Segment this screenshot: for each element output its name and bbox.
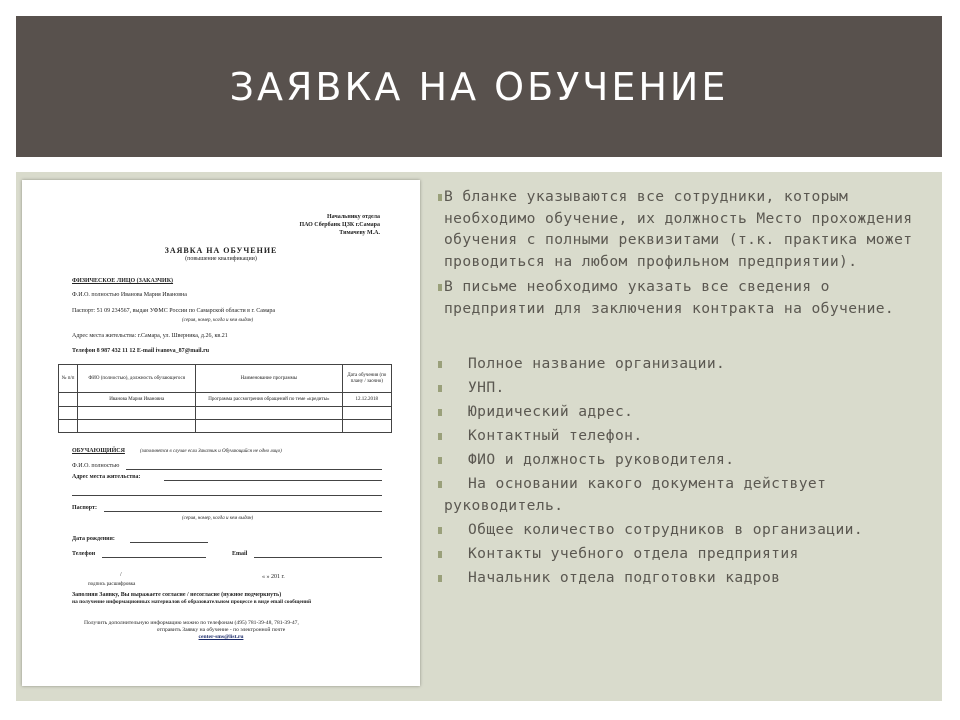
form-student-email: Email bbox=[232, 551, 248, 557]
form-title: ЗАЯВКА НА ОБУЧЕНИЕ bbox=[164, 246, 278, 255]
bullet-marker bbox=[438, 361, 442, 368]
bullet-marker bbox=[438, 385, 442, 392]
form-addressee-1: Начальнику отдела bbox=[326, 214, 380, 220]
form-info-1: Получить дополнительную информацию можно по телефонам (495) 781-39-48, 781-39-47, bbox=[84, 620, 299, 626]
list-item: УНП. bbox=[444, 377, 932, 399]
form-table bbox=[58, 364, 392, 433]
list-item: Контактный телефон. bbox=[444, 425, 932, 447]
form-th-date: Дата обучения (по плану / заочно) bbox=[342, 365, 391, 393]
bullet-marker bbox=[438, 481, 442, 488]
body-text bbox=[444, 186, 932, 591]
list-item: Юридический адрес. bbox=[444, 401, 932, 423]
form-td-date: 12.12.2018 bbox=[342, 393, 391, 407]
bullet-marker bbox=[438, 551, 442, 558]
form-td-num bbox=[59, 393, 78, 407]
paragraph-2-text: В письме необходимо указать все сведения о предприятии для заключения контракта на обучение. bbox=[444, 278, 895, 317]
form-student-passport: Паспорт: bbox=[72, 505, 97, 511]
form-th-num: № п/п bbox=[59, 365, 78, 393]
form-student-address: Адрес места жительства: bbox=[72, 474, 141, 480]
form-student-fio: Ф.И.О. полностью bbox=[72, 463, 120, 469]
title-band bbox=[16, 16, 942, 157]
form-consent-2: на получение информационных материалов об образовательном процессе в виде email сообщений bbox=[72, 599, 312, 605]
form-signature-date: « » 201 г. bbox=[262, 574, 285, 580]
form-signature-mark: / bbox=[120, 572, 122, 578]
list-item: На основании какого документа действует руководитель. bbox=[444, 473, 932, 516]
bullet-marker bbox=[438, 284, 442, 291]
list-item: ФИО и должность руководителя. bbox=[444, 449, 932, 471]
form-student-note: (заполняется в случае если Заказчик и Обучающийся не одно лицо) bbox=[140, 449, 282, 454]
form-phone: Телефон 8 987 432 11 12 E-mail ivanova_87@mail.ru bbox=[72, 348, 210, 354]
form-student-heading: ОБУЧАЮЩИЙСЯ bbox=[72, 448, 125, 454]
bullet-marker bbox=[438, 527, 442, 534]
bullet-marker bbox=[438, 409, 442, 416]
form-info-2: отправить Заявку на обучение - по электронной почте bbox=[156, 627, 286, 633]
form-signature-labels: подпись расшифровка bbox=[88, 582, 136, 587]
bullet-marker bbox=[438, 433, 442, 440]
form-customer-heading: ФИЗИЧЕСКОЕ ЛИЦО (ЗАКАЗЧИК) bbox=[72, 278, 174, 284]
bullet-marker bbox=[438, 575, 442, 582]
application-form-image bbox=[22, 180, 420, 686]
form-subtitle: (повышение квалификации) bbox=[185, 256, 257, 262]
form-passport-hint: (серия, номер, когда и кем выдан) bbox=[182, 318, 254, 323]
form-td-fio: Иванова Мария Ивановна bbox=[78, 393, 196, 407]
list-item: Общее количество сотрудников в организации. bbox=[444, 519, 932, 541]
form-addressee-2: ПАО Сбербанк ЦЗК г.Самара bbox=[299, 222, 380, 228]
form-th-fio: ФИО (полностью), должность обучающегося bbox=[78, 365, 196, 393]
slide-title: ЗАЯВКА НА ОБУЧЕНИЕ bbox=[229, 64, 729, 109]
list-item: Полное название организации. bbox=[444, 353, 932, 375]
paragraph-1 bbox=[444, 186, 932, 272]
form-student-birth: Дата рождения: bbox=[72, 536, 115, 542]
paragraph-2 bbox=[444, 276, 932, 319]
list-item: Начальник отдела подготовки кадров bbox=[444, 567, 932, 589]
bullet-marker bbox=[438, 457, 442, 464]
form-student-phone: Телефон bbox=[72, 551, 96, 557]
form-address: Адрес места жительства: г.Самара, ул. Шверника, д.26, кв.21 bbox=[72, 333, 228, 339]
form-info-3: center-sms@list.ru bbox=[198, 634, 244, 640]
form-consent-1: Заполняя Заявку, Вы выражаете согласие / несогласие (нужное подчеркнуть) bbox=[72, 592, 282, 598]
form-addressee-3: Тимачеву М.А. bbox=[339, 230, 380, 236]
form-student-passport-hint: (серия, номер, когда и кем выдан) bbox=[182, 516, 254, 521]
bullet-marker bbox=[438, 194, 442, 201]
form-passport: Паспорт: 51 09 234567, выдан УФМС России по Самарской области в г. Самара bbox=[72, 308, 276, 314]
form-td-program: Программа рассмотрения обращений по теме «кредиты» bbox=[196, 393, 342, 407]
paragraph-1-text: В бланке указываются все сотрудники, которым необходимо обучение, их должность Место прохождения обучения с полными реквизитами (т.к. практика может проводиться на любом профильном предприятии). bbox=[444, 188, 913, 270]
list-item: Контакты учебного отдела предприятия bbox=[444, 543, 932, 565]
form-fio: Ф.И.О. полностью Иванова Мария Ивановна bbox=[72, 292, 187, 298]
form-th-program: Наименование программы bbox=[196, 365, 342, 393]
